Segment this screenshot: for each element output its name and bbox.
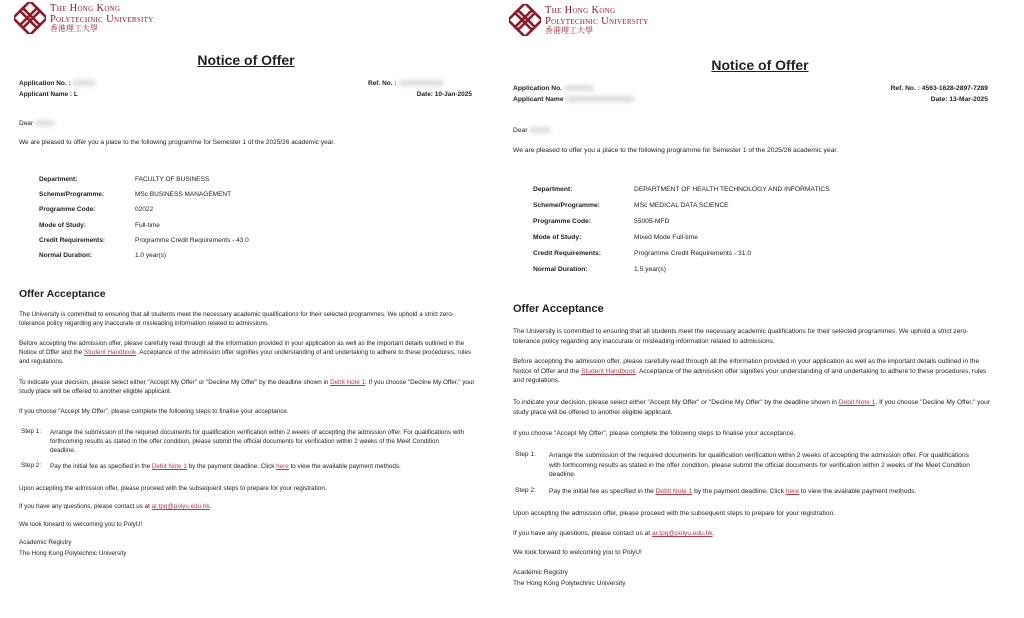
accept-steps-intro: If you choose "Accept My Offer", please complete the following steps to finalise your acceptance.	[19, 408, 289, 415]
polyu-emblem-icon	[509, 4, 541, 36]
salutation: Dear	[513, 127, 551, 134]
page-title: Notice of Offer	[197, 52, 295, 68]
step-2: Step 2: Pay the initial fee as specified in the Debit Note 1 by the payment deadline. Click here to view the available payment methods.	[21, 462, 401, 470]
polyu-emblem-icon	[14, 2, 46, 34]
detail-row: Scheme/Programme: MSc BUSINESS MANAGEMENT	[39, 191, 232, 199]
detail-row: Department: FACULTY OF BUSINESS	[39, 176, 210, 183]
decision-paragraph: To indicate your decision, please select either "Accept My Offer" or "Decline My Offer" by the deadline shown in Debit Note 1. If you choose "Decline My Offer," your study place will be offered to another eligible applicant.	[19, 379, 475, 396]
offer-acceptance-heading: Offer Acceptance	[19, 288, 106, 300]
detail-row: Department: DEPARTMENT OF HEALTH TECHNOLOGY AND INFORMATICS	[533, 186, 830, 193]
university-name-line2: Polytechnic University	[50, 13, 154, 25]
signature-registry: Academic Registry	[19, 539, 72, 546]
programme-details-table	[39, 176, 249, 267]
detail-row: Scheme/Programme: MSc MEDICAL DATA SCIENCE	[533, 202, 729, 209]
debit-note-link[interactable]: Debit Note 1	[151, 463, 187, 470]
application-no-label: Application No.	[513, 85, 594, 92]
signature-university: The Hong Kong Polytechnic University	[513, 580, 626, 587]
detail-row: Normal Duration: 1.0 year(s)	[39, 251, 167, 259]
applicant-name-label: Applicant Name : L	[19, 91, 78, 98]
detail-row: Mode of Study: Mixed Mode Full-time	[533, 234, 698, 241]
decision-paragraph: To indicate your decision, please select either "Accept My Offer" or "Decline My Offer" by the deadline shown in Debit Note 1. If you choose "Decline My Offer," your study place will be offered to another eligible applicant.	[513, 399, 990, 416]
detail-row: Credit Requirements: Programme Credit Requirements - 31.0	[533, 250, 752, 257]
date-label: Date: 13-Mar-2025	[930, 96, 988, 103]
university-name-line1: The Hong Kong	[545, 4, 616, 16]
detail-row: Credit Requirements: Programme Credit Requirements - 43.0	[39, 236, 249, 244]
policy-paragraph: The University is committed to ensuring that all students meet the necessary academic qualifications for their selected programmes. We uphold a strict zero-tolerance policy regarding any inaccurate or misleading information related to admissions.	[19, 311, 454, 328]
polyu-logo	[509, 4, 649, 36]
contact-paragraph: If you have any questions, please contact us at ar.tpg@polyu.edu.hk.	[513, 530, 715, 537]
debit-note-link[interactable]: Debit Note 1	[655, 488, 693, 495]
salutation: Dear	[19, 120, 55, 127]
detail-row: Normal Duration: 1.5 year(s)	[533, 266, 666, 273]
student-handbook-link[interactable]: Student Handbook	[84, 349, 137, 357]
detail-row: Mode of Study: Full-time	[39, 221, 160, 229]
university-name-line1: The Hong Kong	[50, 2, 121, 14]
signature-registry: Academic Registry	[513, 569, 568, 576]
debit-note-link[interactable]: Debit Note 1	[330, 379, 366, 386]
email-link[interactable]: ar.tpg@polyu.edu.hk	[651, 530, 713, 537]
payment-methods-link[interactable]: here	[276, 463, 289, 470]
registration-paragraph: Upon accepting the admission offer, please proceed with the subsequent steps to prepare for your registration.	[19, 485, 327, 492]
applicant-name-label: Applicant Name	[513, 96, 635, 103]
page-title: Notice of Offer	[711, 57, 809, 73]
programme-details-table	[533, 186, 830, 282]
university-name-line2: Polytechnic University	[545, 15, 649, 27]
payment-methods-link[interactable]: here	[785, 488, 799, 495]
application-no-label: Application No. :	[19, 80, 96, 87]
handbook-paragraph: Before accepting the admission offer, please carefully read through all the information provided in your application as well as the important details outlined in the Notice of Offer and the Student Handbook. Acceptance of the admission offer signifies your understanding of and undertaking to adhere to these procedures, rules and regulations.	[19, 340, 472, 366]
registration-paragraph: Upon accepting the admission offer, please proceed with the subsequent steps to prepare for your registration.	[513, 510, 836, 517]
intro-text: We are pleased to offer you a place to the following programme for Semester 1 of the 2025/26 academic year.	[513, 147, 839, 154]
contact-paragraph: If you have any questions, please contact us at ar.tpg@polyu.edu.hk.	[19, 503, 212, 510]
signature-university: The Hong Kong Polytechnic University	[19, 550, 127, 557]
step-1: Step 1: Arrange the submission of the required documents for qualification verification within 2 weeks of accepting the admission offer. For qualifications with forthcoming results as stated in the offer condition, please submit the official documents for verification within 2 weeks of the Meet Condition deadline.	[21, 428, 464, 455]
offer-acceptance-heading: Offer Acceptance	[513, 303, 604, 315]
polyu-logo	[14, 2, 154, 34]
welcome-text: We look forward to welcoming you to PolyU!	[19, 521, 143, 528]
step-1: Step 1: Arrange the submission of the required documents for qualification verification within 2 weeks of accepting the admission offer. For qualifications with forthcoming results as stated in the offer condition, please submit the official documents for verification within 2 weeks of the Meet Condition deadline.	[515, 451, 970, 479]
university-name-chinese: 香港理工大學	[545, 25, 593, 35]
date-label: Date: 10-Jan-2025	[416, 91, 472, 98]
debit-note-link[interactable]: Debit Note 1	[838, 399, 876, 406]
student-handbook-link[interactable]: Student Handbook	[581, 367, 636, 375]
ref-no-label: Ref. No. :	[368, 80, 444, 87]
detail-row: Programme Code: 02022	[39, 206, 154, 214]
handbook-paragraph: Before accepting the admission offer, please carefully read through all the information provided in your application as well as the important details outlined in the Notice of Offer and the Student Handbook. Acceptance of the admission offer signifies your understanding of and undertaking to adhere to these procedures, rules and regulations.	[513, 358, 987, 385]
ref-no-label: Ref. No. : 4563-1628-2897-7289	[890, 85, 988, 92]
intro-text: We are pleased to offer you a place to the following programme for Semester 1 of the 2025/26 academic year.	[19, 139, 335, 146]
accept-steps-intro: If you choose "Accept My Offer", please complete the following steps to finalise your acceptance.	[513, 430, 796, 437]
policy-paragraph: The University is committed to ensuring that all students meet the necessary academic qualifications for their selected programmes. We uphold a strict zero-tolerance policy regarding any inaccurate or misleading information related to admissions.	[513, 328, 969, 345]
detail-row: Programme Code: 55005-MFD	[533, 218, 670, 225]
university-name-chinese: 香港理工大學	[50, 23, 98, 33]
step-2: Step 2: Pay the initial fee as specified in the Debit Note 1 by the payment deadline. Click here to view the available payment methods.	[515, 487, 917, 495]
welcome-text: We look forward to welcoming you to PolyU!	[513, 549, 642, 556]
email-link[interactable]: ar.tpg@polyu.edu.hk	[151, 503, 210, 510]
